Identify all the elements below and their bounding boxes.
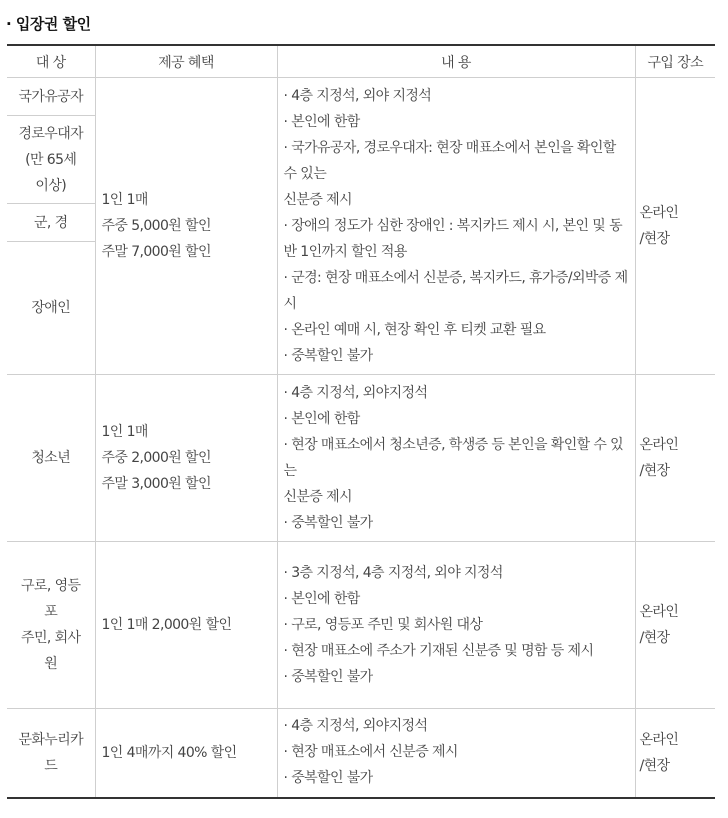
benefit-line: 1인 1매 2,000원 할인 [101,617,232,633]
benefit-cell [95,375,277,542]
detail-line: · 본인에 한함 [283,113,360,130]
detail-line: · 장애의 정도가 심한 장애인 : 복지카드 제시 시, 본인 및 동반 1인까지 할인 적용 [283,217,622,260]
target-cell: 국가유공자 [7,78,95,116]
detail-line: · 현장 매표소에서 청소년증, 학생증 등 본인을 확인할 수 있는 [283,436,624,479]
place-line: /현장 [639,630,670,646]
detail-line: · 3층 지정석, 4층 지정석, 외야 지정석 [283,564,503,581]
header-benefit: 제공 혜택 [95,45,277,78]
detail-line: · 4층 지정석, 외야지정석 [283,384,428,401]
header-place: 구입 장소 [635,45,715,78]
target-cell: 군, 경 [7,204,95,242]
benefit-cell [95,78,277,375]
detail-line: · 군경: 현장 매표소에서 신분증, 복지카드, 휴가증/외박증 제시 [283,269,628,312]
table-row [7,542,715,709]
target-cell: 구로, 영등 포 주민, 회사 원 [7,542,95,709]
benefit-line: 주말 7,000원 할인 [101,244,211,260]
place-line: 온라인 [639,731,679,748]
benefit-line: 주중 2,000원 할인 [101,450,211,466]
details-cell [277,375,635,542]
table-row [7,709,715,798]
place-line: /현장 [639,231,670,247]
place-line: /현장 [639,463,670,479]
header-details: 내 용 [277,45,635,78]
section-title: · 입장권 할인 [6,15,91,33]
detail-line: · 4층 지정석, 외야 지정석 [283,87,432,104]
detail-line: · 국가유공자, 경로우대자: 현장 매표소에서 본인을 확인할 수 있는 [283,139,616,182]
detail-line: · 중복할인 불가 [283,514,373,531]
header-target: 대 상 [7,45,95,78]
place-cell [635,78,715,375]
detail-line: · 현장 매표소에 주소가 기재된 신분증 및 명함 등 제시 [283,642,594,659]
place-line: 온라인 [639,604,679,620]
detail-line: · 온라인 예매 시, 현장 확인 후 티켓 교환 필요 [283,321,546,338]
detail-line: · 본인에 한함 [283,590,360,607]
target-cell: 문화누리카 드 [7,709,95,798]
benefit-line: 주말 3,000원 할인 [101,476,211,492]
benefit-cell [95,709,277,798]
place-cell [635,542,715,709]
table-header-row [7,45,715,78]
place-cell [635,375,715,542]
detail-line: · 구로, 영등포 주민 및 회사원 대상 [283,616,483,633]
table-row [7,375,715,542]
detail-line: · 현장 매표소에서 신분증 제시 [283,744,458,761]
benefit-line: 주중 5,000원 할인 [101,218,211,234]
ticket-discount-table [7,44,715,799]
table-row [7,78,715,116]
detail-line: · 중복할인 불가 [283,347,373,364]
target-cell: 청소년 [7,375,95,542]
place-cell [635,709,715,798]
details-cell [277,542,635,709]
details-cell [277,709,635,798]
place-line: 온라인 [639,437,679,453]
benefit-cell [95,542,277,709]
detail-line: · 중복할인 불가 [283,770,373,787]
benefit-line: 1인 1매 [101,192,148,208]
target-cell: 경로우대자 (만 65세 이상) [7,116,95,204]
benefit-line: 1인 1매 [101,424,148,440]
details-cell [277,78,635,375]
detail-line: · 중복할인 불가 [283,668,373,685]
detail-line: 신분증 제시 [283,488,352,505]
detail-line: 신분증 제시 [283,191,352,208]
place-line: 온라인 [639,205,679,221]
detail-line: · 본인에 한함 [283,410,360,427]
target-cell: 장애인 [7,242,95,375]
benefit-line: 1인 4매까지 40% 할인 [101,744,237,761]
detail-line: · 4층 지정석, 외야지정석 [283,718,428,735]
place-line: /현장 [639,757,670,774]
